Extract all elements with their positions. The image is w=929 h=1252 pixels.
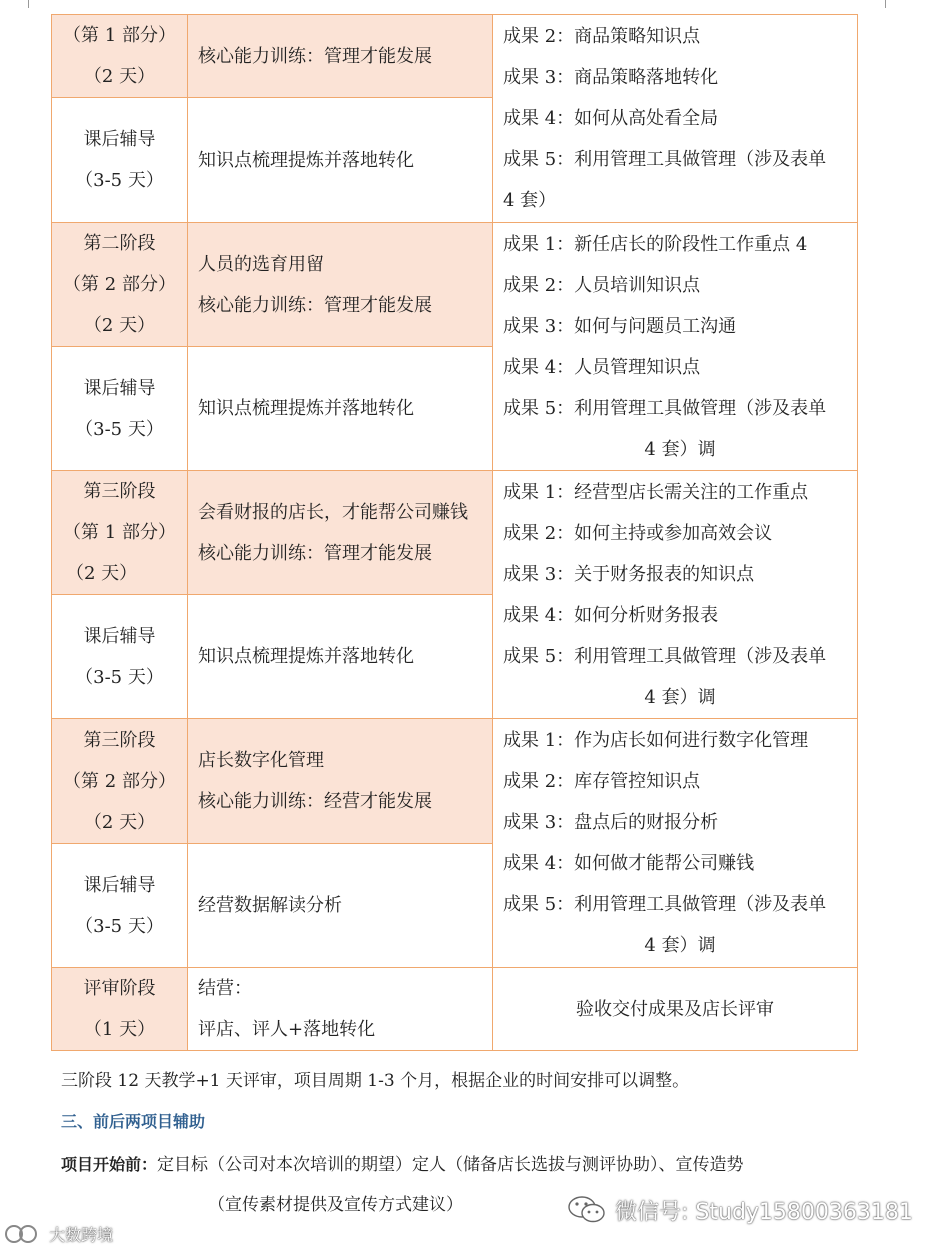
result-line: 成果 5：利用管理工具做管理（涉及表单: [503, 149, 827, 170]
result-line: 成果 3：关于财务报表的知识点: [503, 563, 755, 585]
tutor-cell: [52, 347, 188, 471]
result-line: 成果 1：经营型店长需关注的工作重点: [503, 481, 809, 503]
stage-line: （1 天）: [83, 1019, 156, 1040]
results-cell: [493, 223, 858, 471]
content-line: 核心能力训练：管理才能发展: [198, 294, 432, 316]
table-row: [52, 968, 858, 1051]
pre-project-paragraph-continued: （宣传素材提供及宣传方式建议）: [208, 1195, 463, 1215]
stage-cell: [52, 968, 188, 1051]
stage-line: 第三阶段: [83, 481, 156, 502]
pre-project-label: 项目开始前：: [61, 1155, 158, 1174]
results-cell: [493, 719, 858, 968]
stage-cell: [52, 719, 188, 844]
result-line: 成果 3：商品策略落地转化: [503, 67, 719, 88]
result-line: 成果 4：如何做才能帮公司赚钱: [503, 853, 755, 874]
content-line: 会看财报的店长，才能帮公司赚钱: [198, 501, 468, 523]
wechat-watermark: 微信号: Study15800363181: [615, 1200, 913, 1225]
stage-line: （2 天）: [83, 66, 156, 87]
tutor-content-cell: 知识点梳理提炼并落地转化: [188, 347, 493, 471]
stage-cell: [52, 471, 188, 595]
stage-line: 评审阶段: [83, 978, 156, 999]
result-line: 成果 5：利用管理工具做管理（涉及表单: [503, 894, 827, 915]
content-line: 核心能力训练：经营才能发展: [198, 791, 432, 812]
stage-line: 第二阶段: [83, 233, 156, 254]
tutor-line: 课后辅导: [83, 377, 156, 399]
result-line: 成果 5：利用管理工具做管理（涉及表单: [503, 645, 827, 667]
result-line: 成果 3：如何与问题员工沟通: [503, 315, 737, 337]
stage-line: （2 天）: [83, 811, 156, 833]
stage-cell: [52, 223, 188, 347]
tutor-cell: [52, 844, 188, 968]
pre-project-text: 定目标（公司对本次培训的期望）定人（储备店长选拔与测评协助）、宣传造势: [157, 1155, 744, 1175]
result-line: 成果 4：如何从高处看全局: [503, 108, 719, 129]
result-line: 成果 1：作为店长如何进行数字化管理: [503, 730, 809, 751]
logo-text: 大数跨境: [49, 1225, 114, 1245]
content-line: 店长数字化管理: [198, 750, 324, 771]
tutor-cell: [52, 595, 188, 719]
result-line: 成果 5：利用管理工具做管理（涉及表单: [503, 397, 827, 419]
content-line: 人员的选育用留: [198, 253, 324, 275]
tutor-line: （3-5 天）: [75, 170, 164, 191]
stage-line: （第 2 部分）: [63, 274, 176, 295]
stage-line: （2 天）: [83, 315, 156, 336]
pre-project-paragraph: [61, 1150, 744, 1175]
result-line: 4 套）调: [644, 686, 716, 708]
tutor-content-cell: 知识点梳理提炼并落地转化: [188, 595, 493, 719]
logo: [4, 1222, 113, 1246]
content-line: 核心能力训练：管理才能发展: [198, 542, 432, 564]
result-line: 4 套）调: [644, 935, 716, 956]
table-row: [52, 471, 858, 595]
tutor-line: （3-5 天）: [75, 666, 164, 688]
page-corner-mark-left: [28, 0, 29, 8]
content-cell: [188, 15, 493, 98]
training-plan-table: [51, 14, 858, 1051]
stage-line: （第 1 部分）: [63, 522, 176, 543]
content-cell: [188, 223, 493, 347]
content-line: 评店、评人+落地转化: [198, 1019, 376, 1040]
table-row: [52, 223, 858, 347]
stage-line: （2 天）: [66, 563, 138, 584]
tutor-line: （3-5 天）: [75, 915, 164, 937]
logo-icon: [4, 1222, 44, 1246]
content-cell: [188, 719, 493, 844]
content-cell: [188, 968, 493, 1051]
result-line: 成果 2：如何主持或参加高效会议: [503, 522, 773, 544]
table-row: [52, 15, 858, 98]
tutor-line: 课后辅导: [83, 874, 156, 896]
result-line: 4 套）: [503, 190, 557, 211]
stage-line: （第 1 部分）: [63, 25, 176, 46]
result-line: 成果 1：新任店长的阶段性工作重点 4: [503, 233, 808, 255]
result-line: 成果 4：如何分析财务报表: [503, 604, 719, 626]
content-line: 结营：: [198, 978, 252, 999]
stage-line: 第三阶段: [83, 729, 156, 751]
result-line: 成果 2：库存管控知识点: [503, 771, 701, 792]
summary-paragraph: 三阶段 12 天教学+1 天评审，项目周期 1-3 个月，根据企业的时间安排可以调整。: [61, 1071, 690, 1091]
content-line: 核心能力训练：管理才能发展: [198, 45, 432, 67]
result-line: 4 套）调: [644, 438, 716, 460]
results-cell: 验收交付成果及店长评审: [493, 968, 858, 1051]
results-cell: [493, 471, 858, 719]
tutor-content-cell: 经营数据解读分析: [188, 844, 493, 968]
tutor-cell: [52, 98, 188, 223]
result-line: 成果 3：盘点后的财报分析: [503, 812, 719, 833]
stage-line: （第 2 部分）: [63, 770, 176, 792]
stage-cell: [52, 15, 188, 98]
tutor-line: 课后辅导: [83, 129, 156, 150]
tutor-content-cell: 知识点梳理提炼并落地转化: [188, 98, 493, 223]
result-line: 成果 2：商品策略知识点: [503, 26, 701, 47]
result-line: 成果 4：人员管理知识点: [503, 356, 701, 378]
tutor-line: 课后辅导: [83, 625, 156, 647]
tutor-line: （3-5 天）: [75, 418, 164, 440]
wechat-icon: [567, 1194, 607, 1226]
section-heading: 三、前后两项目辅助: [61, 1112, 206, 1131]
content-cell: [188, 471, 493, 595]
page-corner-mark-right: [885, 0, 886, 8]
result-line: 成果 2：人员培训知识点: [503, 274, 701, 296]
table-row: [52, 719, 858, 844]
results-cell: [493, 15, 858, 223]
